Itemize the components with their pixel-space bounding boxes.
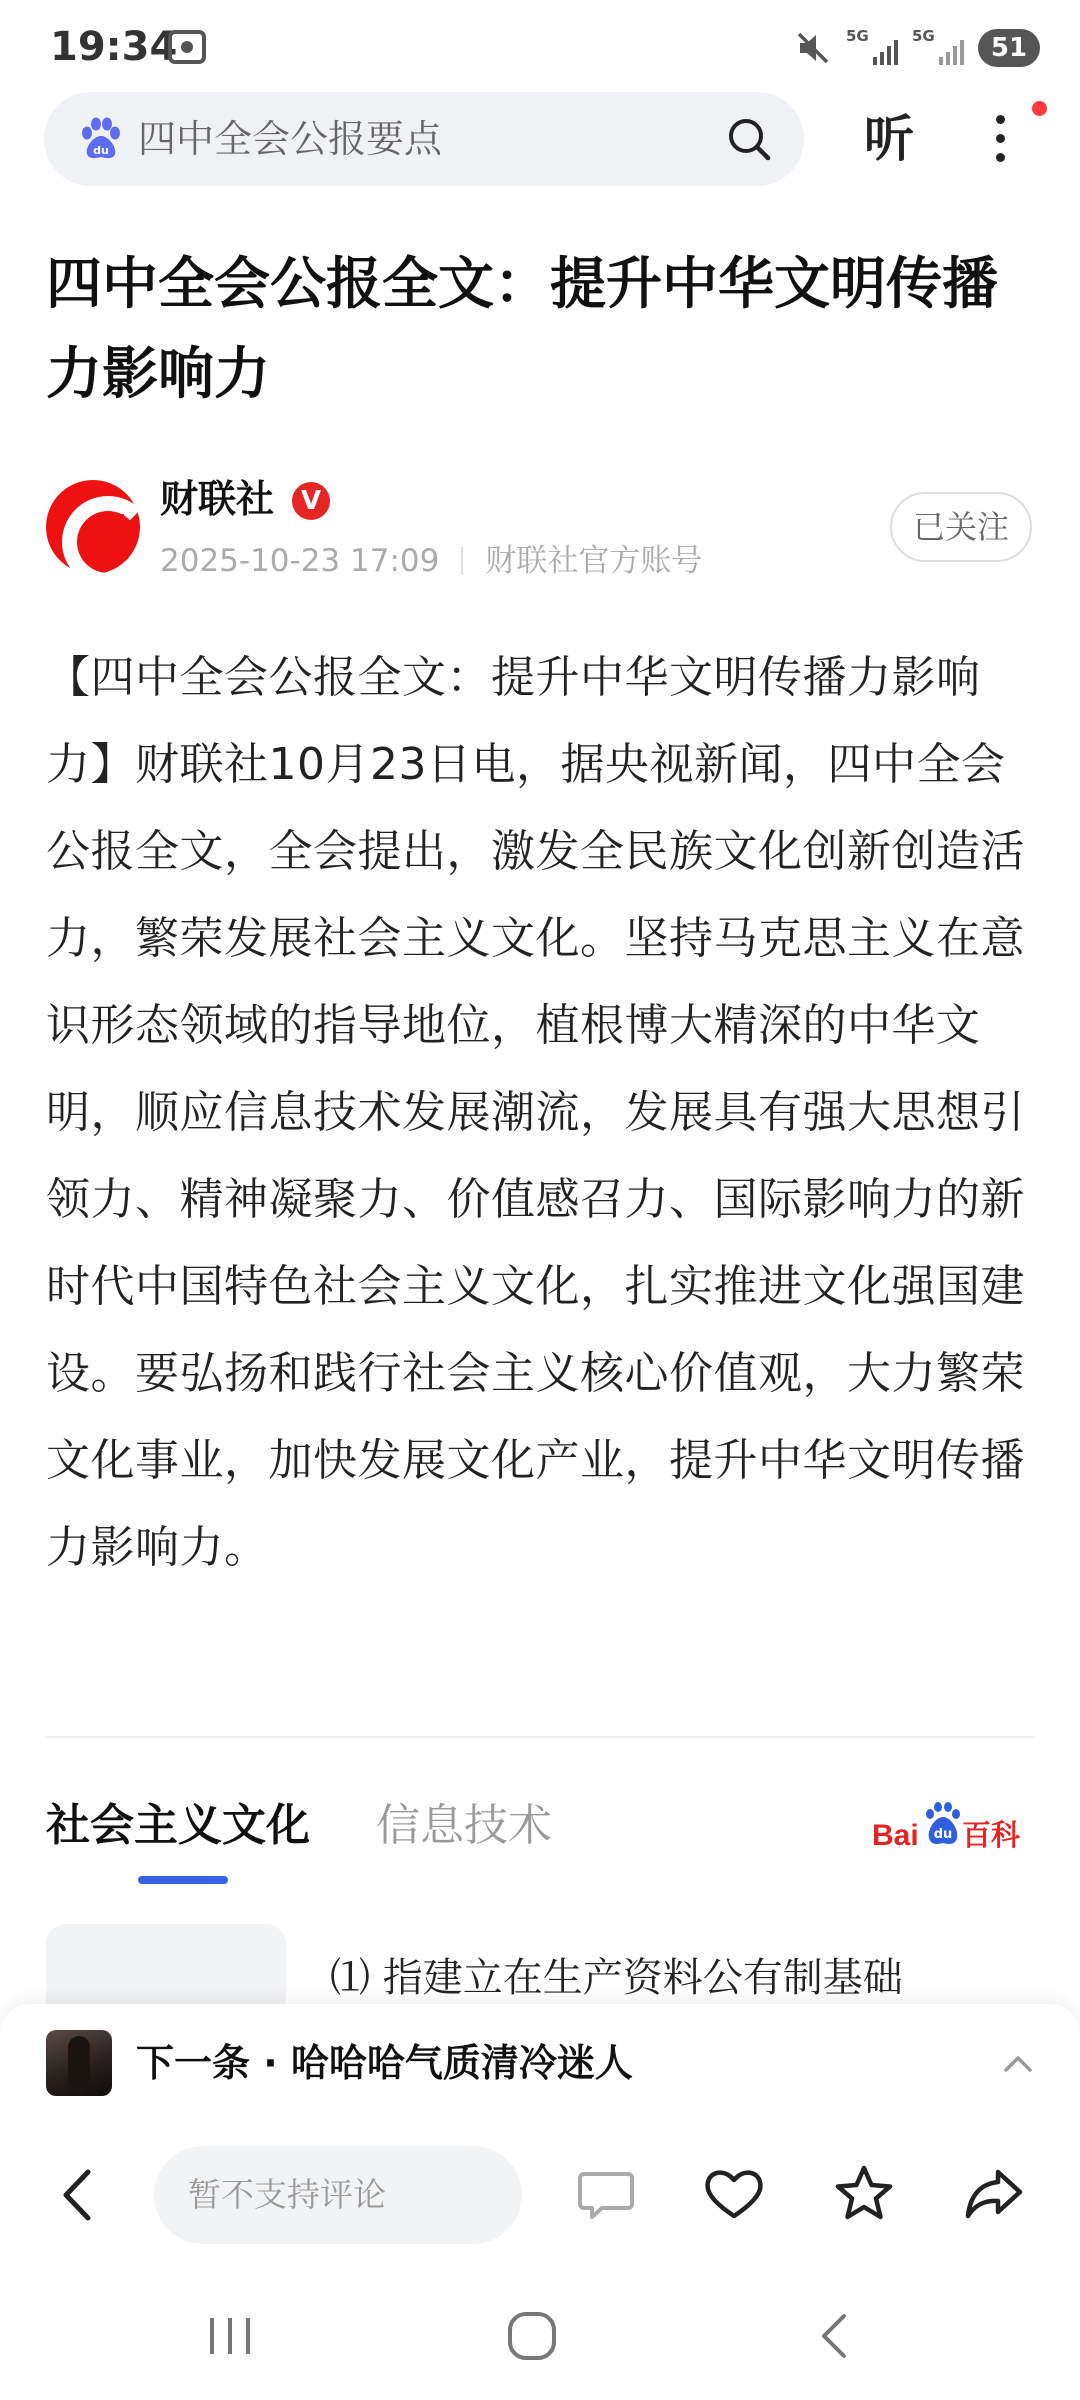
comment-input[interactable]: 暂不支持评论 xyxy=(154,2146,522,2244)
search-input[interactable] xyxy=(44,92,804,186)
more-icon[interactable] xyxy=(980,110,1020,168)
home-icon[interactable] xyxy=(504,2308,560,2364)
network-type-label: 5G xyxy=(846,27,869,45)
network-type-label: 5G xyxy=(912,27,935,45)
avatar[interactable] xyxy=(46,480,140,574)
comment-icon[interactable] xyxy=(572,2160,640,2228)
screenshot-icon xyxy=(168,30,206,64)
account-type: 财联社官方账号 xyxy=(485,543,703,579)
active-tab-indicator xyxy=(138,1876,228,1884)
svg-text:du: du xyxy=(93,144,109,157)
nav-back-icon[interactable] xyxy=(812,2308,856,2364)
signal-icon xyxy=(912,29,964,67)
notification-dot xyxy=(1032,101,1047,116)
tab-socialist-culture[interactable]: 社会主义文化 xyxy=(46,1800,310,1851)
recent-apps-icon[interactable] xyxy=(204,2308,256,2364)
author-name[interactable]: 财联社 xyxy=(160,477,275,521)
status-icons xyxy=(794,26,1040,70)
system-nav-bar xyxy=(0,2272,1080,2400)
signal-icon xyxy=(846,29,898,67)
next-article-title: 下一条 · 哈哈哈气质清冷迷人 xyxy=(136,2041,633,2085)
tab-information-technology[interactable]: 信息技术 xyxy=(376,1800,552,1851)
svg-text:百科: 百科 xyxy=(962,1818,1021,1852)
chevron-up-icon[interactable] xyxy=(1000,2046,1036,2082)
status-bar xyxy=(0,0,1080,92)
search-icon[interactable] xyxy=(722,112,776,166)
favorite-star-icon[interactable] xyxy=(830,2160,898,2228)
bottom-action-bar xyxy=(0,2122,1080,2272)
article-body: 【四中全会公报全文：提升中华文明传播力影响力】财联社10月23日电，据央视新闻，四中全会公报全文，全会提出，激发全民族文化创新创造活力，繁荣发展社会主义文化。坚持马克思主义在意识形态领域的指导地位，植根博大精深的中华文明，顺应信息技术发展潮流，发展具有强大思想引领力、精神凝聚力、价值感召力、国际影响力的新时代中国特色社会主义文化，扎实推进文化强国建设。要弘扬和践行社会主义核心价值观，大力繁荣文化事业，加快发展文化产业，提升中华文明传播力影响力。 xyxy=(46,652,1025,1573)
article-title: 四中全会公报全文：提升中华文明传播力影响力 xyxy=(46,252,998,407)
listen-button[interactable]: 听 xyxy=(864,110,914,168)
baidu-baike-logo xyxy=(872,1800,1034,1856)
verified-icon: V xyxy=(292,482,330,520)
next-article-bar[interactable] xyxy=(0,2004,1080,2122)
baidu-paw-icon xyxy=(78,116,124,162)
follow-button[interactable]: 已关注 xyxy=(890,492,1032,562)
svg-text:du: du xyxy=(933,1827,953,1842)
svg-text:Bai: Bai xyxy=(872,1819,919,1852)
like-heart-icon[interactable] xyxy=(700,2160,768,2228)
related-snippet[interactable]: ⑴ 指建立在生产资料公有制基础 xyxy=(330,1955,903,2001)
back-icon[interactable] xyxy=(52,2160,102,2230)
search-placeholder: 四中全会公报要点 xyxy=(138,117,443,161)
divider xyxy=(46,1736,1034,1738)
related-thumbnail[interactable] xyxy=(46,1924,286,2004)
publish-date: 2025-10-23 17:09 xyxy=(160,543,440,579)
battery-icon: 51 xyxy=(978,29,1040,67)
next-article-thumbnail xyxy=(46,2030,112,2096)
share-icon[interactable] xyxy=(960,2160,1028,2228)
status-time: 19:34 xyxy=(50,24,178,70)
mute-icon xyxy=(794,29,832,67)
author-meta xyxy=(160,540,702,582)
